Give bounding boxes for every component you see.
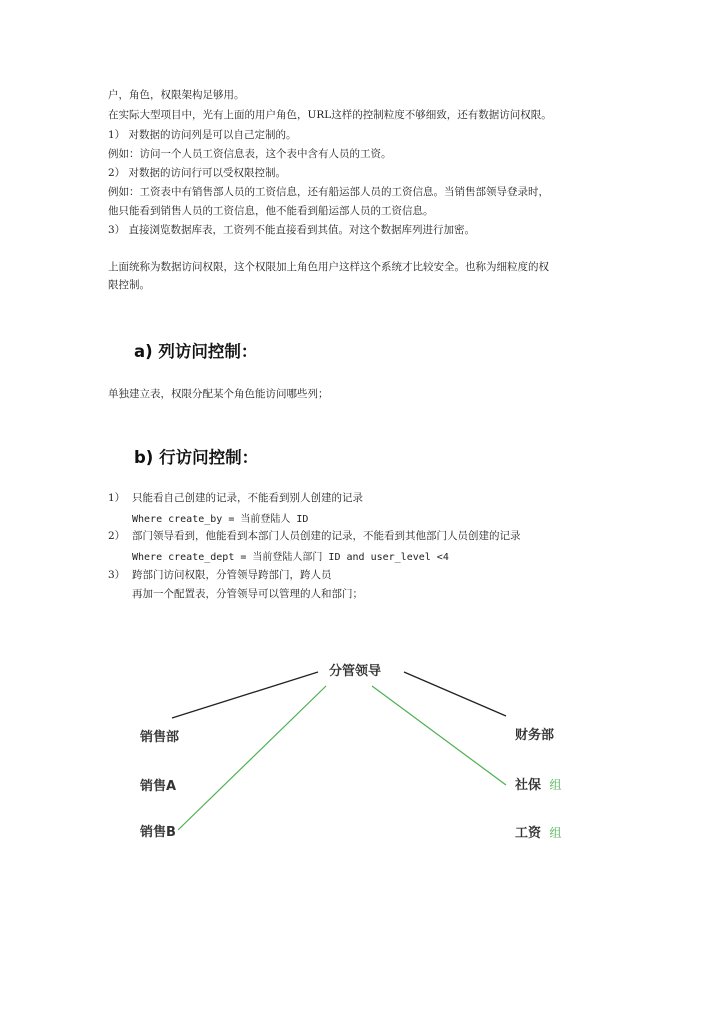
intro-line-2: 在实际大型项目中，光有上面的用户角色，URL这样的控制粒度不够细致，还有数据访问权限。: [108, 109, 552, 121]
intro-line-6: 例如：工资表中有销售部人员的工资信息，还有船运部人员的工资信息。当销售部领导登录时，: [108, 186, 549, 198]
item-2-num: 2）: [108, 530, 126, 542]
item-3-num: 3）: [108, 569, 126, 581]
diagram-sales-a: 销售A: [140, 779, 177, 794]
root-to-social-line: [372, 686, 506, 785]
summary-line-2: 限控制。: [108, 279, 150, 291]
diagram-sales-dept: 销售部: [140, 730, 180, 745]
item-1-text: 只能看自己创建的记录，不能看到别人创建的记录: [132, 492, 363, 504]
intro-line-1: 户，角色，权限架构足够用。: [108, 89, 245, 101]
item-2-code: Where create_dept = 当前登陆人部门 ID and user_level <4: [132, 552, 449, 563]
root-to-sales-line: [172, 672, 318, 718]
section-b-heading: b) 行访问控制：: [134, 448, 259, 467]
intro-line-4: 例如：访问一个人员工资信息表，这个表中含有人员的工资。: [108, 148, 392, 160]
item-3-code: 再加一个配置表，分管领导可以管理的人和部门；: [132, 588, 363, 600]
item-3-text: 跨部门访问权限，分管领导跨部门，跨人员: [132, 569, 332, 581]
diagram-sales-b: 销售B: [140, 825, 176, 840]
diagram-social-node: [515, 774, 562, 793]
section-a-heading: a) 列访问控制：: [134, 342, 258, 361]
diagram-salary-node: [515, 822, 562, 841]
summary-line-1: 上面统称为数据访问权限，这个权限加上角色用户这样这个系统才比较安全。也称为细粒度的权: [108, 261, 549, 273]
intro-line-3: 1） 对数据的访问列是可以自己定制的。: [108, 129, 297, 141]
intro-line-5: 2） 对数据的访问行可以受权限控制。: [108, 167, 287, 179]
item-2-text: 部门领导看到，他能看到本部门人员创建的记录，不能看到其他部门人员创建的记录: [132, 530, 521, 542]
root-to-sales-b-line: [178, 686, 326, 830]
section-a-text: 单独建立表，权限分配某个角色能访问哪些列；: [108, 388, 329, 400]
item-1-code: Where create_by = 当前登陆人 ID: [132, 514, 309, 525]
intro-line-8: 3） 直接浏览数据库表，工资列不能直接看到其值。对这个数据库列进行加密。: [108, 224, 476, 236]
item-1-num: 1）: [108, 492, 126, 504]
diagram-salary-label: 工资: [515, 826, 542, 841]
diagram-social-group: 组: [549, 778, 562, 792]
diagram-finance-dept: 财务部: [515, 728, 555, 743]
diagram-root: 分管领导: [329, 664, 382, 679]
intro-line-7: 他只能看到销售人员的工资信息，他不能看到船运部人员的工资信息。: [108, 205, 434, 217]
root-to-finance-line: [404, 672, 506, 716]
diagram-salary-group: 组: [549, 826, 562, 840]
diagram-social-label: 社保: [515, 778, 542, 793]
